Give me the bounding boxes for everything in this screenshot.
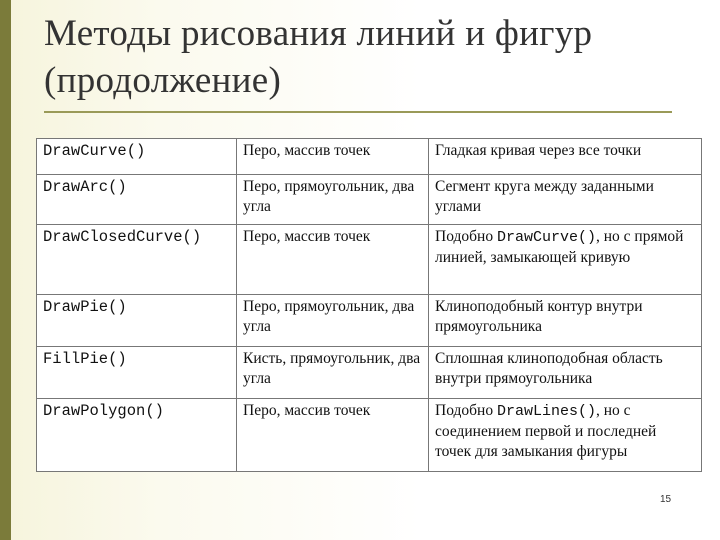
description-text: Подобно: [435, 402, 497, 419]
page-number: 15: [660, 494, 672, 505]
table-row: [37, 347, 702, 399]
table-row: [37, 295, 702, 347]
params-cell: Перо, массив точек: [237, 399, 429, 472]
methods-table: [36, 138, 702, 472]
table-row: [37, 139, 702, 175]
description-text: , но с соединением первой и последней точек для замыкания фигуры: [435, 402, 657, 460]
params-cell: Перо, прямоугольник, два угла: [237, 295, 429, 347]
params-cell: Кисть, прямоугольник, два угла: [237, 347, 429, 399]
params-cell: Перо, массив точек: [237, 225, 429, 295]
description-code: DrawLines(): [496, 403, 596, 420]
description-cell: [429, 225, 702, 295]
left-accent-bar: [0, 0, 11, 540]
method-cell: DrawClosedCurve(): [37, 225, 237, 295]
params-cell: Перо, массив точек: [237, 139, 429, 175]
params-cell: Перо, прямоугольник, два угла: [237, 175, 429, 225]
slide-title-line2: (продолжение): [44, 60, 282, 101]
table-row: [37, 175, 702, 225]
description-code: DrawCurve(): [496, 229, 596, 246]
description-text: Подобно: [435, 228, 497, 245]
slide-title-line1: Методы рисования линий и фигур: [44, 13, 593, 54]
method-cell: DrawPie(): [37, 295, 237, 347]
table-row: [37, 399, 702, 472]
method-cell: DrawPolygon(): [37, 399, 237, 472]
method-cell: FillPie(): [37, 347, 237, 399]
description-text: , но с прямой линией, замыкающей кривую: [435, 228, 684, 266]
description-cell: Сегмент круга между заданными углами: [429, 175, 702, 225]
method-cell: DrawArc(): [37, 175, 237, 225]
description-cell: [429, 399, 702, 472]
method-cell: DrawCurve(): [37, 139, 237, 175]
description-cell: Сплошная клиноподобная область внутри прямоугольника: [429, 347, 702, 399]
table-row: [37, 225, 702, 295]
description-cell: Клиноподобный контур внутри прямоугольника: [429, 295, 702, 347]
slide-title: [44, 10, 694, 104]
title-underline: [44, 111, 672, 113]
description-cell: Гладкая кривая через все точки: [429, 139, 702, 175]
